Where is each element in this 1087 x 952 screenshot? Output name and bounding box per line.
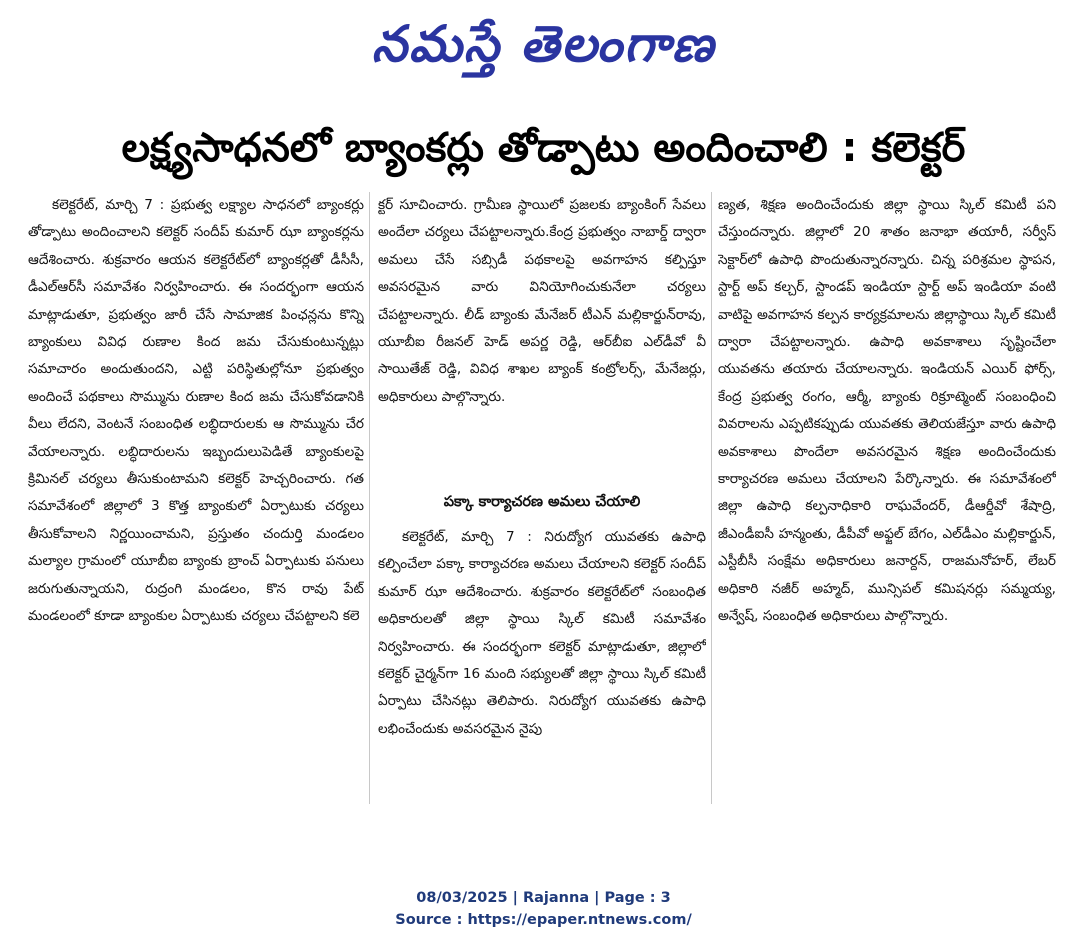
footer-date-line: 08/03/2025 | Rajanna | Page : 3 (416, 890, 671, 906)
footer-source-link[interactable]: Source : https://epaper.ntnews.com/ (395, 912, 692, 928)
article-column-3 (718, 192, 1056, 812)
column-divider (711, 192, 712, 804)
newspaper-logo: నమస్తే తెలంగాణ (371, 14, 716, 73)
column-divider (369, 192, 370, 804)
masthead (0, 6, 1087, 82)
article-paragraph: కలెక్టరేట్, మార్చి 7 : ప్రభుత్వ లక్ష్యాల సాధనలో బ్యాంకర్లు తోడ్పాటు అందించాలని కలెక్టర్ సందీప్ కుమార్ ఝా బ్యాంకర్లను ఆదేశించారు. శుక్రవారం ఆయన కలెక్టరేట్‌లో బ్యాంకర్లతో డీసీసీ, డీఎల్‌ఆర్‌సీ సమావేశం నిర్వహించారు. ఈ సందర్భంగా ఆయన మాట్లాడుతూ, ప్రభుత్వం జారీ చేసే సామాజిక పింఛన్లను కొన్ని బ్యాంకులు వివిధ రుణాల కింద జమ చేసుకుంటున్నట్లు సమాచారం అందుతుందని, ఎట్టి పరిస్థితుల్లోనూ ప్రభుత్వం అందించే పథకాలు సొమ్మును రుణాల కింద జమ చేసుకోవడానికి వీలు లేదని, వెంటనే సంబంధిత లబ్ధిదారులకు ఆ సొమ్మును చేర వేయాలన్నారు. లబ్ధిదారులను ఇబ్బందులుపెడితే బ్యాంకులపై క్రిమినల్ చర్యలు తీసుకుంటామని కలెక్టర్ హెచ్చరించారు. గత సమావేశంలో జిల్లాలో 3 కొత్త బ్యాంకులో ఏర్పాటుకు చర్యలు తీసుకోవాలని నిర్ణయించామని, ప్రస్తుతం చందుర్తి మండలం మల్యాల గ్రామంలో యూబీఐ బ్యాంకు బ్రాంచ్ ఏర్పాటుకు పనులు జరుగుతున్నాయని, రుద్రంగి మండలం, కొన రావు పేట్ మండలంలో కూడా బ్యాంకుల ఏర్పాటుకు చర్యలు చేపట్టాలని కలె (28, 197, 364, 625)
article-paragraph: క్టర్ సూచించారు. గ్రామీణ స్థాయిలో ప్రజలకు బ్యాంకింగ్ సేవలు అందేలా చర్యలు చేపట్టాలన్నారు.కేంద్ర ప్రభుత్వం నాబార్డ్ ద్వారా అమలు చేసే సబ్సిడీ పథకాలపై అవగాహన కల్పిస్తూ అవసరమైన వారు వినియోగించుకునేలా చర్యలు చేపట్టాలన్నారు. లీడ్ బ్యాంకు మేనేజర్ టీఎన్ మల్లికార్జున్‌రావు, యూబీఐ రీజనల్ హెడ్ అపర్ణ రెడ్డి, ఆర్‌బీఐ ఎల్‌డీవో వీ సాయితేజ్ రెడ్డి, వివిధ శాఖల బ్యాంక్ కంట్రోలర్స్, మేనేజర్లు, అధికారులు పాల్గొన్నారు. (378, 197, 706, 405)
article-subheading: పక్కా కార్యాచరణ అమలు చేయాలి (443, 494, 641, 510)
article-paragraph: ణ్యత, శిక్షణ అందించేందుకు జిల్లా స్థాయి స్కిల్ కమిటీ పని చేస్తుందన్నారు. జిల్లాలో 20 శాతం జనాభా తయారీ, సర్వీస్ సెక్టార్‌లో ఉపాధి పొందుతున్నారన్నారు. చిన్న పరిశ్రమల స్థాపన, స్టార్ట్ అప్ కల్చర్, స్టాండప్ ఇండియా స్టార్ట్ అప్ ఇండియా వంటి వాటిపై అవగాహన కల్పన కార్యక్రమాలను జిల్లాస్థాయి స్కిల్ కమిటీ ద్వారా చేపట్టాలన్నారు. ఉపాధి అవకాశాలు సృష్టించేలా యువతను తయారు చేయాలన్నారు. ఇండియన్ ఎయిర్ ఫోర్స్, కేంద్ర ప్రభుత్వ రంగం, ఆర్మీ, బ్యాంకు రిక్రూట్మెంట్ సంబంధించి వివరాలను ఎప్పటికప్పుడు యువతకు తెలియజేస్తూ వారు ఉపాధి అవకాశాలు పొందేలా అవసరమైన శిక్షణ అందించేందుకు కార్యాచరణ అమలు చేయాలని పేర్కొన్నారు. ఈ సమావేశంలో జిల్లా ఉపాధి కల్పనాధికారి రాఘవేందర్, డీఆర్డీవో శేషాద్రి, జీఎండీఐసీ హన్మంతు, డీపీవో అఫ్జల్ బేగం, ఎల్‌డీఎం మల్లికార్జున్, ఎస్టీబీసీ సంక్షేమ అధికారులు జనార్దన్, రాజమనోహర్, లేబర్ అధికారి నజీర్ అహ్మద్, మున్సిపల్ కమిషనర్లు సమ్మయ్య, అన్వేష్, సంబంధిత అధికారులు పాల్గొన్నారు. (718, 197, 1056, 625)
article-column-2-bottom (378, 524, 706, 832)
article-column-1 (28, 192, 364, 832)
article-headline: లక్ష్యసాధనలో బ్యాంకర్లు తోడ్పాటు అందించాలి : కలెక్టర్ (121, 125, 966, 171)
article-column-2-top (378, 192, 706, 480)
article-paragraph: కలెక్టరేట్, మార్చి 7 : నిరుద్యోగ యువతకు ఉపాధి కల్పించేలా పక్కా కార్యాచరణ అమలు చేయాలని కలెక్టర్ సందీప్ కుమార్ ఝా ఆదేశించారు. శుక్రవారం కలెక్టరేట్‌లో సంబంధిత అధికారులతో జిల్లా స్థాయి స్కిల్ కమిటీ సమావేశం నిర్వహించారు. ఈ సందర్భంగా కలెక్టర్ మాట్లాడుతూ, జిల్లాలో కలెక్టర్ చైర్మన్‌గా 16 మంది సభ్యులతో జిల్లా స్థాయి స్కిల్ కమిటీ ఏర్పాటు చేసినట్లు తెలిపారు. నిరుద్యోగ యువతకు ఉపాధి లభించేందుకు అవసరమైన నైపు (378, 529, 706, 737)
article-column-2 (378, 192, 706, 832)
